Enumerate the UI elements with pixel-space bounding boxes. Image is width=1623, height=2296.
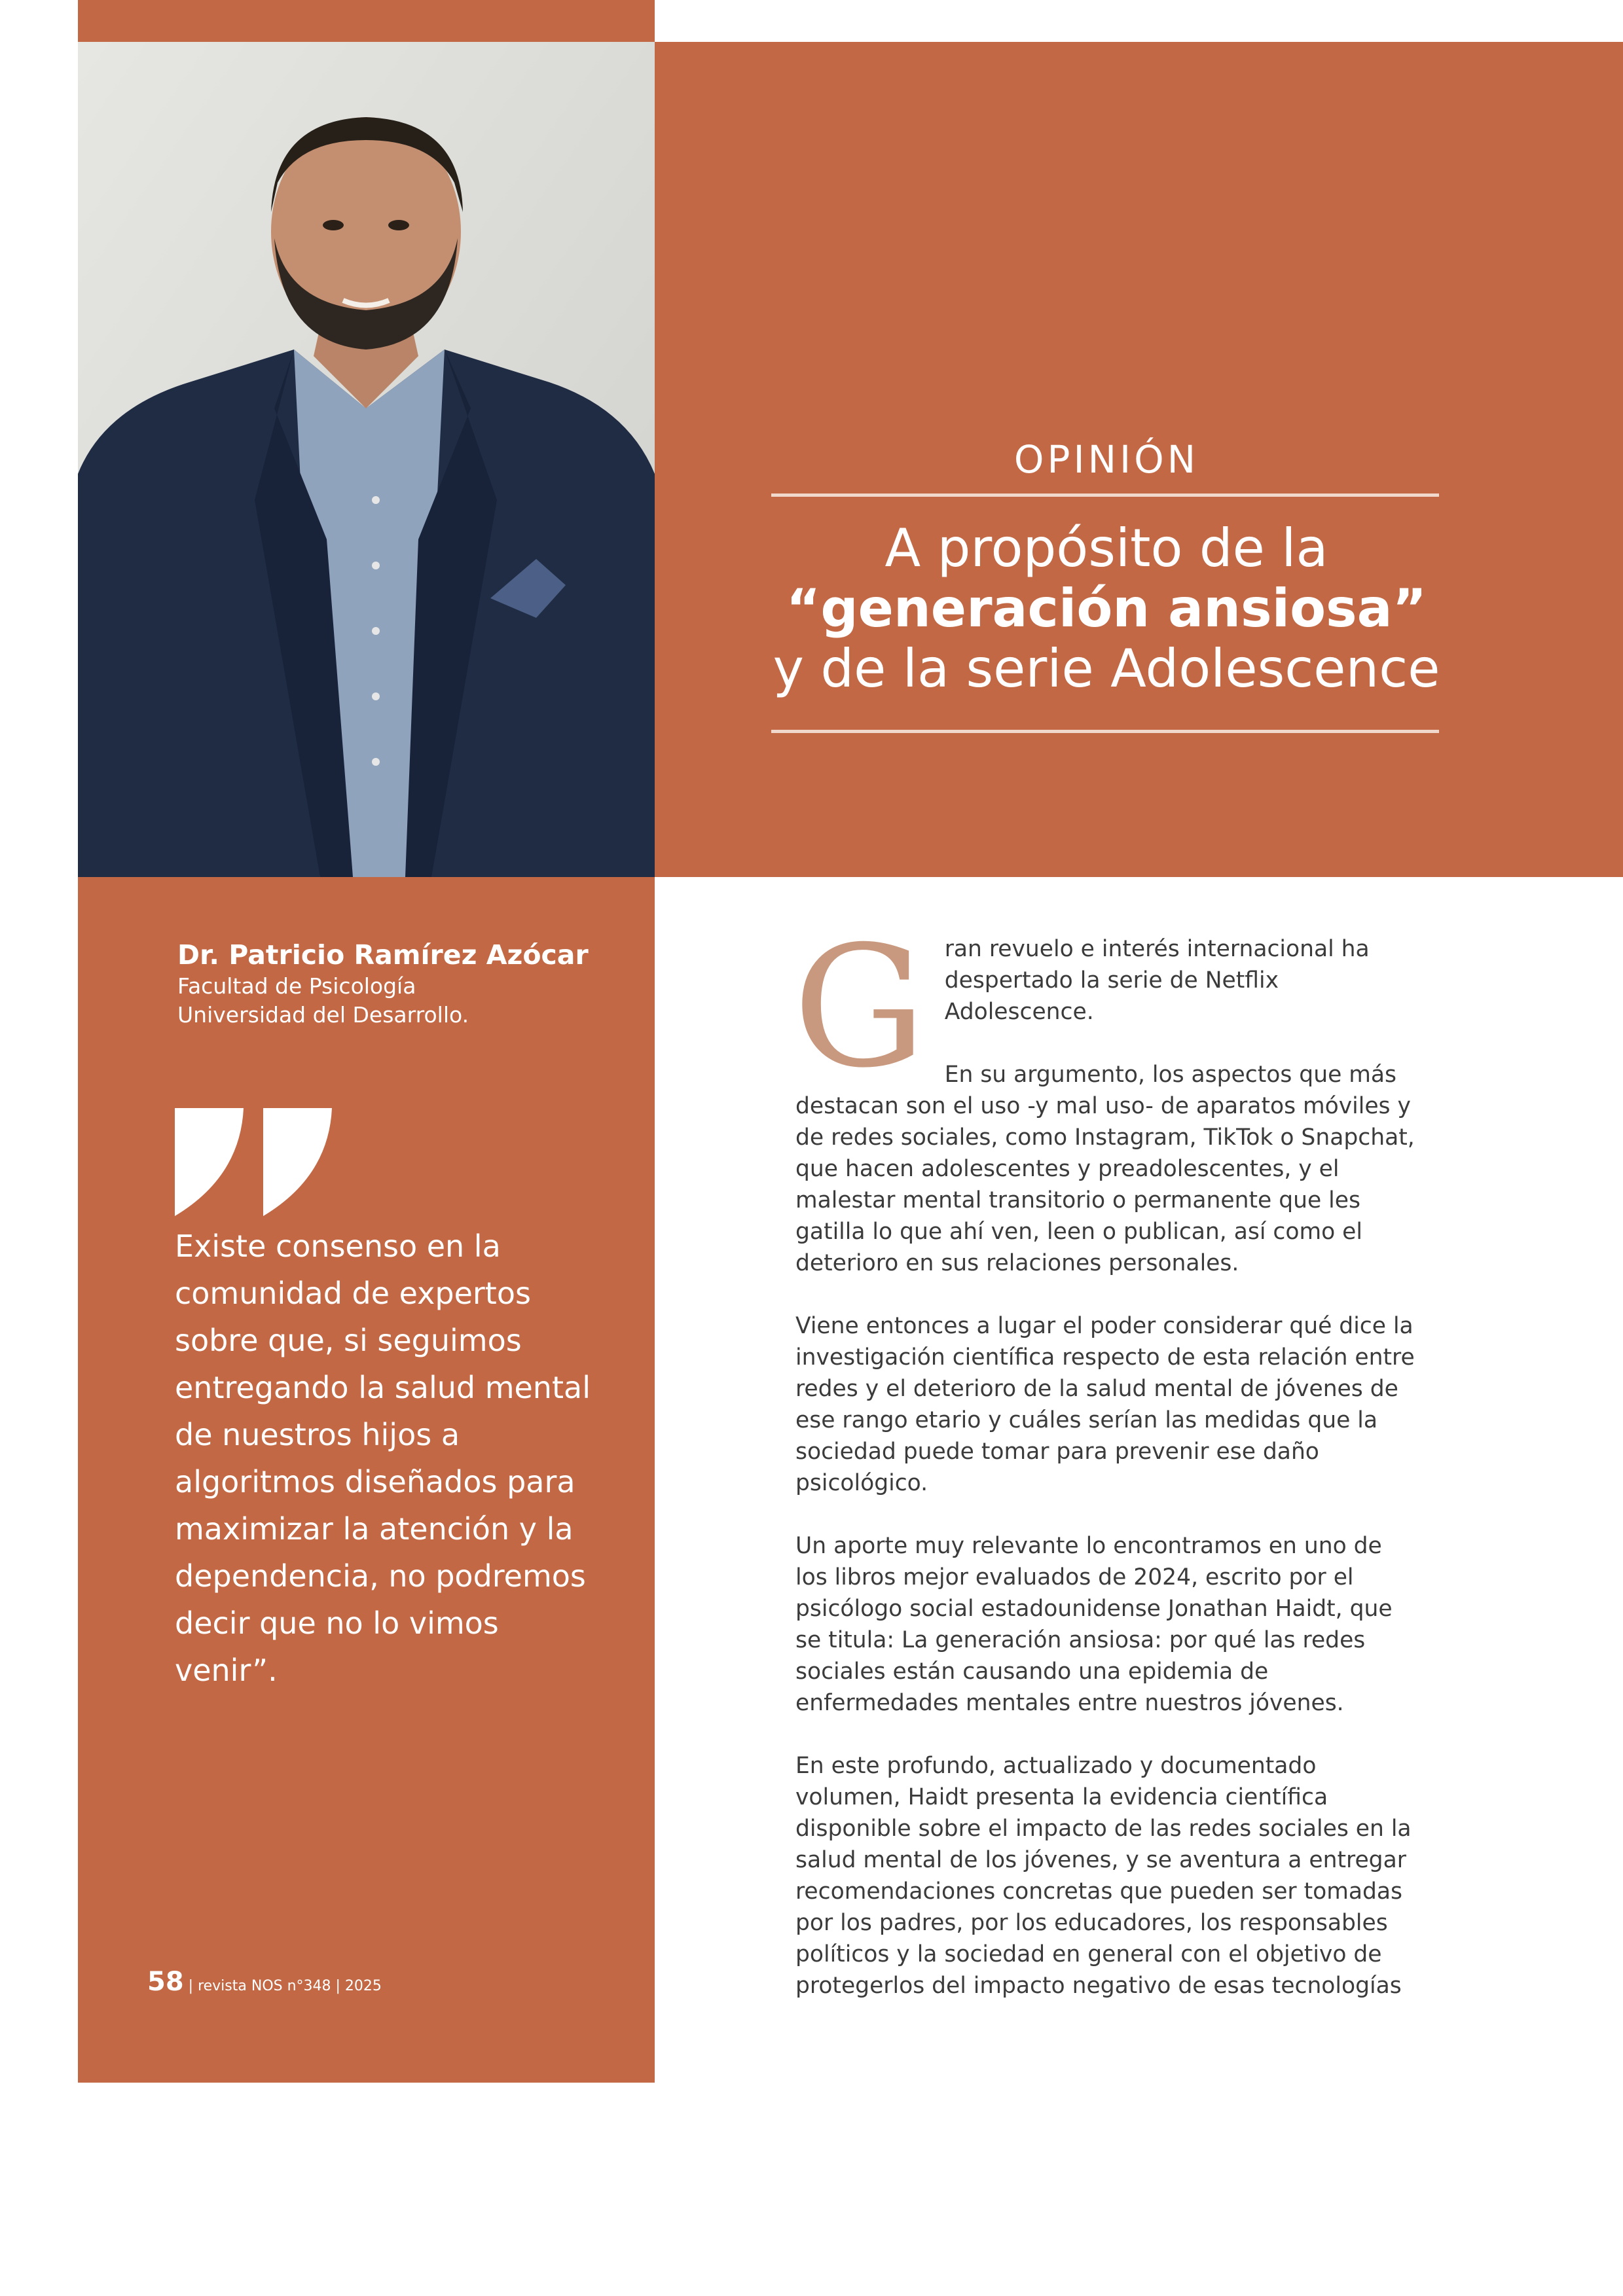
title-line-2: “generación ansiosa” <box>786 578 1427 639</box>
title-line-1: A propósito de la <box>884 518 1328 579</box>
pull-quote: Existe consenso en la comunidad de expertos sobre que, si seguimos entregando la salud mental de nuestros hijos a algoritmos diseñados para maximizar la atención y la dependencia, no podremos decir que no lo vimos venir”. <box>175 1229 591 1688</box>
author-university: Universidad del Desarrollo. <box>177 1002 469 1028</box>
quote-mark-icon <box>175 1108 332 1216</box>
paragraph-1-text: ran revuelo e interés internacional ha despertado la serie de Netflix Adolescence. <box>944 936 1370 1025</box>
paragraph-5: En este profundo, actualizado y documentado volumen, Haidt presenta la evidencia científica disponible sobre el impacto de las redes sociales en la salud mental de los jóvenes, y se aventura a entregar recomendaciones concretas que pueden ser tomadas por los padres, por los educadores, los responsables políticos y la sociedad en general con el objetivo de protegerlos del impacto negativo de esas tecnologías <box>795 1753 1412 1999</box>
author-sidebar <box>78 877 655 2083</box>
page-folio <box>147 1967 382 1997</box>
paragraph-1 <box>793 910 1417 1105</box>
drop-cap: G <box>793 910 926 1105</box>
paragraph-3: Viene entonces a lugar el poder considerar qué dice la investigación científica respecto de esta relación entre redes y el deterioro de la salud mental de jóvenes de ese rango etario y cuáles serían las medidas que la sociedad puede tomar para prevenir ese daño psicológico. <box>795 1313 1415 1496</box>
title-bottom-rule <box>771 730 1439 733</box>
paragraph-4: Un aporte muy relevante lo encontramos en uno de los libros mejor evaluados de 2024, escrito por el psicólogo social estadounidense Jonathan Haidt, que se titula: La generación ansiosa: por qué las redes sociales están causando una epidemia de enfermedades mentales entre nuestros jóvenes. <box>795 1533 1393 1716</box>
author-faculty: Facultad de Psicología <box>177 973 416 999</box>
publication-info: | revista NOS n°348 | 2025 <box>183 1978 382 1994</box>
author-name: Dr. Patricio Ramírez Azócar <box>177 939 589 971</box>
article-body <box>793 910 1417 2033</box>
section-label: OPINIÓN <box>1013 437 1199 482</box>
header-panel <box>655 42 1623 877</box>
top-color-strip <box>78 0 655 42</box>
title-line-3: y de la serie Adolescence <box>773 638 1440 699</box>
author-photo <box>78 42 655 877</box>
author-block <box>177 938 589 1030</box>
page-number: 58 <box>147 1967 184 1997</box>
article-title <box>773 518 1440 699</box>
title-top-rule <box>771 493 1439 497</box>
paragraph-2: En su argumento, los aspectos que más destacan son el uso -y mal uso- de aparatos móviles y de redes sociales, como Instagram, TikTok o Snapchat, que hacen adolescentes y preadolescentes, y el malestar mental transitorio o permanente que les gatilla lo que ahí ven, leen o publican, así como el deterioro en sus relaciones personales. <box>795 1062 1415 1276</box>
